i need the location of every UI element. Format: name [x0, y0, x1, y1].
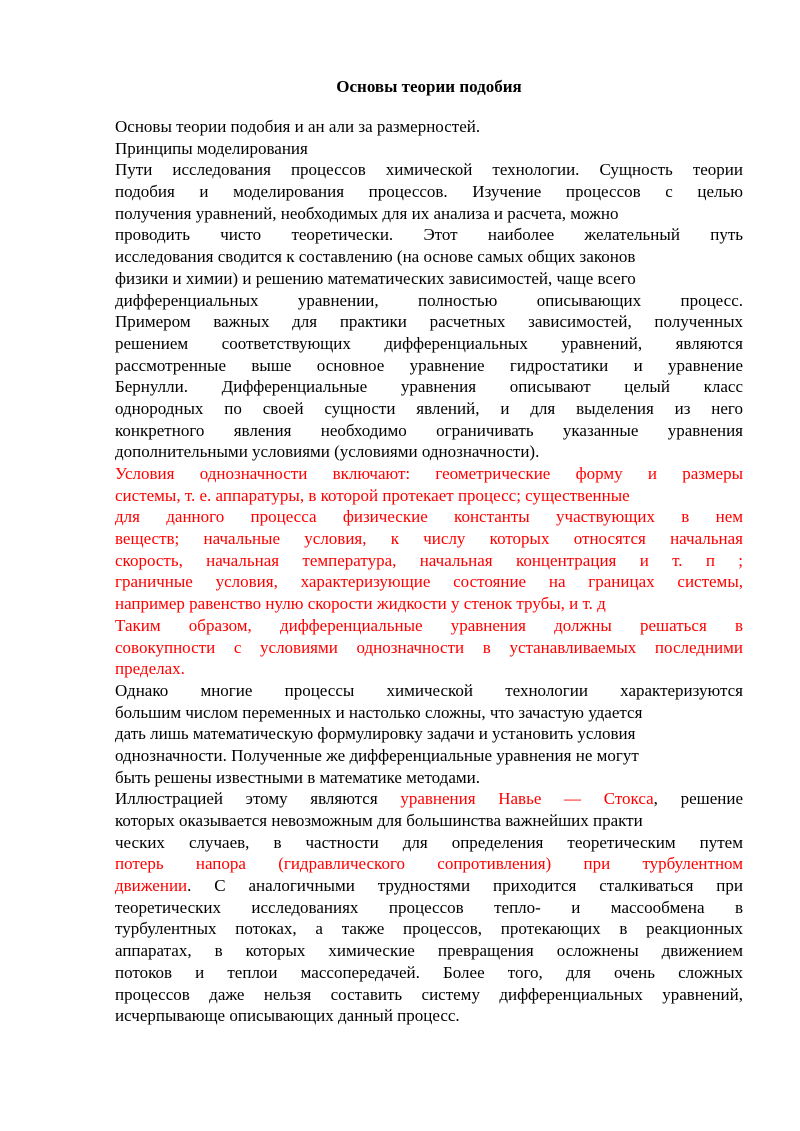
text-line: Условия однозначности включают: геометрические форму и размеры [115, 464, 743, 483]
text-line [115, 810, 743, 832]
highlighted-term: уравнения Навье — Стокса [400, 789, 654, 809]
text-span: турбулентных потоках, а также процессов, протекающих в реакционных [115, 919, 743, 939]
text-line [115, 832, 743, 854]
text-line: Принципы моделирования [115, 138, 308, 158]
text-line: граничные условия, характеризующие состояние на границах системы, [115, 572, 743, 592]
text-span: аппаратах, в которых химические превращения осложнены движением [115, 941, 743, 961]
text-line: Пути исследования процессов химической технологии. Сущность теории [115, 160, 743, 180]
text-span: которых оказывается невозможным для большинства важнейших практи [115, 811, 643, 830]
text-line: получения уравнений, необходимых для их анализа и расчета, можно [115, 203, 619, 223]
text-span: потоков и теплои массопередачей. Более того, для очень сложных [115, 962, 743, 982]
text-span: , решение [653, 789, 743, 809]
text-line: совокупности с условиями однозначности в устанавливаемых последними [115, 637, 743, 657]
document-body [115, 116, 743, 1027]
text-span: . С аналогичными трудностями приходится сталкиваться при [187, 876, 743, 896]
highlighted-term: движении [115, 876, 188, 896]
text-line [115, 1005, 743, 1027]
text-line: дифференциальных уравнении, полностью описывающих процесс. [115, 290, 743, 310]
text-line [115, 897, 743, 919]
text-span: ческих случаев, в частности для определения теоретическим путем [115, 832, 743, 852]
text-line: скорость, начальная температура, начальная концентрация и т. п ; [115, 550, 743, 570]
text-line: системы, т. е. аппаратуры, в которой протекает процесс; существенные [115, 485, 630, 505]
text-line: дать лишь математическую формулировку задачи и установить условия [115, 724, 636, 744]
text-line [115, 918, 743, 940]
text-line: конкретного явления необходимо ограничивать указанные уравнения [115, 420, 743, 440]
text-span: процессов даже нельзя составить систему дифференциальных уравнений, [115, 984, 743, 1004]
highlighted-term: потерь напора (гидравлического сопротивления) при турбулентном [115, 854, 743, 874]
text-span: теоретических исследованиях процессов тепло- и массообмена в [115, 897, 743, 917]
text-line: Однако многие процессы химической технологии характеризуются [115, 680, 743, 700]
text-span: исчерпывающе описывающих данный процесс. [115, 1006, 460, 1026]
text-line: однородных по своей сущности явлений, и для выделения из него [115, 398, 743, 418]
text-line [115, 962, 743, 984]
text-line [115, 984, 743, 1006]
text-line [115, 875, 743, 897]
text-line: большим числом переменных и настолько сложны, что зачастую удается [115, 702, 643, 722]
text-line: веществ; начальные условия, к числу которых относятся начальная [115, 529, 743, 549]
text-line: Таким образом, дифференциальные уравнения должны решаться в [115, 615, 743, 635]
text-line: Примером важных для практики расчетных зависимостей, полученных [115, 312, 743, 332]
text-line: физики и химии) и решению математических зависимостей, чаще всего [115, 268, 636, 288]
text-line: Основы теории подобия и ан али за размерностей. [115, 117, 481, 136]
text-line: быть решены известными в математике методами. [115, 767, 480, 787]
text-span: Иллюстрацией этому являются [115, 789, 401, 809]
text-line: рассмотренные выше основное уравнение гидростатики и уравнение [115, 355, 743, 375]
text-line: однозначности. Полученные же дифференциальные уравнения не могут [115, 745, 639, 765]
text-line: подобия и моделирования процессов. Изучение процессов с целью [115, 182, 743, 202]
text-line: например равенство нулю скорости жидкости у стенок трубы, и т. д [115, 594, 606, 614]
text-line: проводить чисто теоретически. Этот наиболее желательный путь [115, 225, 743, 245]
text-line: решением соответствующих дифференциальных уравнений, являются [115, 333, 743, 353]
text-line: исследования сводится к составлению (на основе самых общих законов [115, 247, 636, 267]
text-line: Бернулли. Дифференциальные уравнения описывают целый класс [115, 377, 743, 397]
text-line [115, 853, 743, 875]
text-line [115, 940, 743, 962]
text-line: для данного процесса физические константы участвующих в нем [115, 507, 743, 527]
text-line: пределах. [115, 659, 185, 679]
document-title: Основы теории подобия [336, 77, 522, 96]
text-line: дополнительными условиями (условиями однозначности). [115, 442, 540, 462]
text-line [115, 788, 743, 810]
